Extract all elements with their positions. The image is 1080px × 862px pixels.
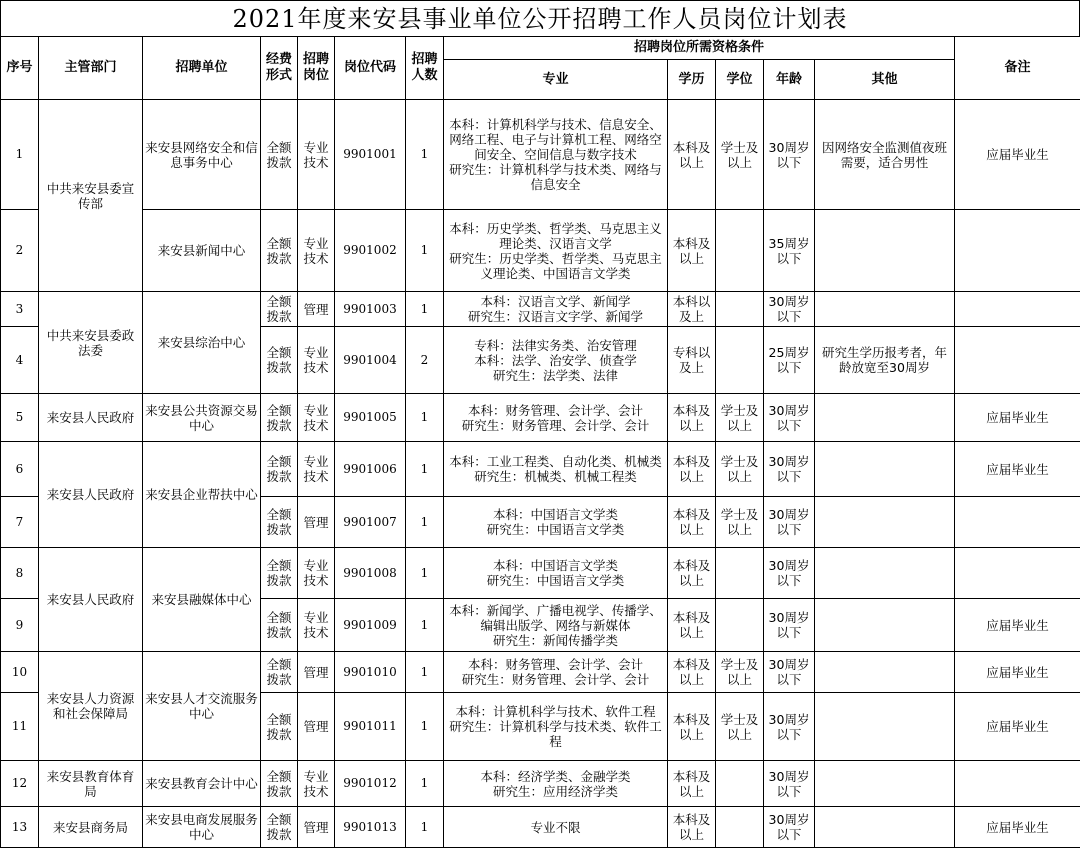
cell-note: 应届毕业生 — [955, 394, 1080, 442]
cell-other — [815, 807, 955, 848]
cell-major: 本科：经济学类、金融学类 研究生：应用经济学类 — [444, 761, 668, 807]
cell-fund: 全额拨款 — [261, 599, 298, 652]
cell-num: 1 — [406, 693, 444, 761]
cell-seq: 2 — [1, 210, 39, 292]
cell-degree — [716, 599, 764, 652]
cell-num: 1 — [406, 100, 444, 210]
cell-age: 30周岁以下 — [764, 548, 815, 599]
header-fund: 经费形式 — [261, 37, 298, 100]
cell-code: 9901009 — [335, 599, 406, 652]
cell-unit: 来安县网络安全和信息事务中心 — [143, 100, 261, 210]
cell-type: 管理 — [298, 652, 335, 693]
cell-type: 专业技术 — [298, 394, 335, 442]
cell-major: 本科：计算机科学与技术、软件工程 研究生：计算机科学与技术类、软件工程 — [444, 693, 668, 761]
cell-major: 本科：中国语言文学类 研究生：中国语言文学类 — [444, 497, 668, 548]
cell-fund: 全额拨款 — [261, 210, 298, 292]
cell-edu: 本科及以上 — [668, 693, 716, 761]
cell-seq: 9 — [1, 599, 39, 652]
cell-num: 1 — [406, 761, 444, 807]
cell-num: 1 — [406, 210, 444, 292]
cell-major: 本科：计算机科学与技术、信息安全、网络工程、电子与计算机工程、网络空间安全、空间信息与数字技术 研究生：计算机科学与技术类、网络与信息安全 — [444, 100, 668, 210]
cell-other — [815, 210, 955, 292]
cell-fund: 全额拨款 — [261, 548, 298, 599]
cell-major: 本科：历史学类、哲学类、马克思主义理论类、汉语言文学 研究生：历史学类、哲学类、马克思主义理论类、中国语言文学类 — [444, 210, 668, 292]
cell-code: 9901006 — [335, 442, 406, 497]
cell-age: 30周岁以下 — [764, 394, 815, 442]
cell-code: 9901013 — [335, 807, 406, 848]
cell-note — [955, 761, 1080, 807]
table-header — [1, 37, 1080, 100]
cell-other — [815, 394, 955, 442]
cell-age: 30周岁以下 — [764, 497, 815, 548]
cell-age: 25周岁以下 — [764, 327, 815, 394]
cell-note: 应届毕业生 — [955, 599, 1080, 652]
cell-edu: 本科以及上 — [668, 292, 716, 327]
cell-edu: 本科及以上 — [668, 442, 716, 497]
cell-type: 专业技术 — [298, 327, 335, 394]
page-title: 2021年度来安县事业单位公开招聘工作人员岗位计划表 — [0, 0, 1080, 36]
cell-edu: 本科及以上 — [668, 761, 716, 807]
cell-age: 30周岁以下 — [764, 599, 815, 652]
cell-num: 1 — [406, 394, 444, 442]
cell-fund: 全额拨款 — [261, 807, 298, 848]
cell-edu: 本科及以上 — [668, 100, 716, 210]
cell-unit: 来安县电商发展服务中心 — [143, 807, 261, 848]
table-row — [1, 652, 1080, 693]
cell-type: 管理 — [298, 497, 335, 548]
cell-dept: 中共来安县委宣传部 — [39, 100, 143, 292]
cell-seq: 1 — [1, 100, 39, 210]
cell-code: 9901004 — [335, 327, 406, 394]
cell-other — [815, 292, 955, 327]
cell-type: 专业技术 — [298, 761, 335, 807]
cell-type: 管理 — [298, 807, 335, 848]
table-row — [1, 210, 1080, 292]
cell-type: 专业技术 — [298, 210, 335, 292]
cell-note: 应届毕业生 — [955, 442, 1080, 497]
table-row — [1, 548, 1080, 599]
cell-age: 30周岁以下 — [764, 761, 815, 807]
cell-seq: 8 — [1, 548, 39, 599]
header-seq: 序号 — [1, 37, 39, 100]
cell-age: 30周岁以下 — [764, 807, 815, 848]
cell-code: 9901008 — [335, 548, 406, 599]
cell-type: 专业技术 — [298, 548, 335, 599]
header-num: 招聘人数 — [406, 37, 444, 100]
cell-code: 9901012 — [335, 761, 406, 807]
cell-major: 本科：新闻学、广播电视学、传播学、编辑出版学、网络与新媒体 研究生：新闻传播学类 — [444, 599, 668, 652]
cell-unit: 来安县融媒体中心 — [143, 548, 261, 652]
cell-major: 本科：工业工程类、自动化类、机械类 研究生：机械类、机械工程类 — [444, 442, 668, 497]
cell-edu: 本科及以上 — [668, 652, 716, 693]
cell-seq: 5 — [1, 394, 39, 442]
header-type: 招聘岗位 — [298, 37, 335, 100]
cell-fund: 全额拨款 — [261, 761, 298, 807]
header-conditions: 招聘岗位所需资格条件 — [444, 37, 955, 60]
cell-seq: 10 — [1, 652, 39, 693]
cell-num: 1 — [406, 599, 444, 652]
cell-note — [955, 210, 1080, 292]
cell-code: 9901005 — [335, 394, 406, 442]
cell-note — [955, 327, 1080, 394]
cell-other: 研究生学历报考者，年龄放宽至30周岁 — [815, 327, 955, 394]
table-body — [1, 100, 1080, 848]
header-edu: 学历 — [668, 60, 716, 100]
cell-num: 1 — [406, 442, 444, 497]
header-other: 其他 — [815, 60, 955, 100]
cell-other — [815, 497, 955, 548]
cell-num: 1 — [406, 497, 444, 548]
cell-edu: 本科及以上 — [668, 548, 716, 599]
cell-type: 管理 — [298, 292, 335, 327]
cell-degree: 学士及以上 — [716, 394, 764, 442]
cell-note: 应届毕业生 — [955, 807, 1080, 848]
cell-other — [815, 548, 955, 599]
table-row — [1, 394, 1080, 442]
table-row — [1, 292, 1080, 327]
cell-unit: 来安县综治中心 — [143, 292, 261, 394]
cell-edu: 专科以及上 — [668, 327, 716, 394]
cell-other — [815, 599, 955, 652]
cell-note — [955, 497, 1080, 548]
cell-other — [815, 442, 955, 497]
header-note: 备注 — [955, 37, 1080, 100]
cell-dept: 来安县人力资源和社会保障局 — [39, 652, 143, 761]
cell-degree: 学士及以上 — [716, 652, 764, 693]
cell-fund: 全额拨款 — [261, 497, 298, 548]
cell-type: 管理 — [298, 693, 335, 761]
cell-fund: 全额拨款 — [261, 292, 298, 327]
cell-dept: 中共来安县委政法委 — [39, 292, 143, 394]
cell-note — [955, 548, 1080, 599]
header-dept: 主管部门 — [39, 37, 143, 100]
cell-code: 9901010 — [335, 652, 406, 693]
cell-degree: 学士及以上 — [716, 442, 764, 497]
cell-note: 应届毕业生 — [955, 693, 1080, 761]
cell-note — [955, 292, 1080, 327]
cell-dept: 来安县商务局 — [39, 807, 143, 848]
cell-num: 1 — [406, 292, 444, 327]
cell-degree: 学士及以上 — [716, 497, 764, 548]
cell-age: 30周岁以下 — [764, 442, 815, 497]
cell-fund: 全额拨款 — [261, 442, 298, 497]
cell-unit: 来安县新闻中心 — [143, 210, 261, 292]
cell-degree: 学士及以上 — [716, 100, 764, 210]
cell-code: 9901001 — [335, 100, 406, 210]
table-row — [1, 761, 1080, 807]
cell-seq: 4 — [1, 327, 39, 394]
cell-type: 专业技术 — [298, 599, 335, 652]
cell-edu: 本科及以上 — [668, 599, 716, 652]
cell-degree — [716, 761, 764, 807]
header-age: 年龄 — [764, 60, 815, 100]
cell-major: 本科：汉语言文学、新闻学 研究生：汉语言文字学、新闻学 — [444, 292, 668, 327]
header-degree: 学位 — [716, 60, 764, 100]
table-row — [1, 100, 1080, 210]
cell-dept: 来安县人民政府 — [39, 548, 143, 652]
cell-note: 应届毕业生 — [955, 652, 1080, 693]
cell-code: 9901002 — [335, 210, 406, 292]
cell-dept: 来安县人民政府 — [39, 394, 143, 442]
cell-age: 30周岁以下 — [764, 100, 815, 210]
cell-type: 专业技术 — [298, 100, 335, 210]
cell-num: 1 — [406, 807, 444, 848]
cell-degree — [716, 210, 764, 292]
cell-edu: 本科及以上 — [668, 210, 716, 292]
cell-seq: 3 — [1, 292, 39, 327]
cell-other — [815, 652, 955, 693]
cell-edu: 本科及以上 — [668, 497, 716, 548]
cell-unit: 来安县人才交流服务中心 — [143, 652, 261, 761]
cell-seq: 13 — [1, 807, 39, 848]
cell-edu: 本科及以上 — [668, 394, 716, 442]
cell-code: 9901003 — [335, 292, 406, 327]
cell-other: 因网络安全监测值夜班需要，适合男性 — [815, 100, 955, 210]
cell-degree — [716, 292, 764, 327]
header-unit: 招聘单位 — [143, 37, 261, 100]
cell-other — [815, 761, 955, 807]
cell-fund: 全额拨款 — [261, 693, 298, 761]
cell-degree: 学士及以上 — [716, 693, 764, 761]
cell-seq: 6 — [1, 442, 39, 497]
cell-fund: 全额拨款 — [261, 327, 298, 394]
cell-unit: 来安县企业帮扶中心 — [143, 442, 261, 548]
cell-num: 2 — [406, 327, 444, 394]
cell-note: 应届毕业生 — [955, 100, 1080, 210]
cell-fund: 全额拨款 — [261, 394, 298, 442]
cell-unit: 来安县公共资源交易中心 — [143, 394, 261, 442]
header-code: 岗位代码 — [335, 37, 406, 100]
cell-seq: 7 — [1, 497, 39, 548]
cell-degree — [716, 807, 764, 848]
cell-num: 1 — [406, 548, 444, 599]
cell-other — [815, 693, 955, 761]
cell-dept: 来安县教育体育局 — [39, 761, 143, 807]
cell-unit: 来安县教育会计中心 — [143, 761, 261, 807]
cell-type: 专业技术 — [298, 442, 335, 497]
recruitment-table — [0, 36, 1080, 848]
cell-degree — [716, 548, 764, 599]
table-row — [1, 807, 1080, 848]
cell-fund: 全额拨款 — [261, 100, 298, 210]
cell-seq: 12 — [1, 761, 39, 807]
cell-age: 30周岁以下 — [764, 693, 815, 761]
cell-age: 30周岁以下 — [764, 292, 815, 327]
cell-major: 本科：中国语言文学类 研究生：中国语言文学类 — [444, 548, 668, 599]
cell-num: 1 — [406, 652, 444, 693]
cell-edu: 本科及以上 — [668, 807, 716, 848]
cell-dept: 来安县人民政府 — [39, 442, 143, 548]
cell-fund: 全额拨款 — [261, 652, 298, 693]
cell-seq: 11 — [1, 693, 39, 761]
cell-major: 专科：法律实务类、治安管理 本科：法学、治安学、侦查学 研究生：法学类、法律 — [444, 327, 668, 394]
cell-age: 30周岁以下 — [764, 652, 815, 693]
cell-age: 35周岁以下 — [764, 210, 815, 292]
cell-degree — [716, 327, 764, 394]
cell-major: 专业不限 — [444, 807, 668, 848]
header-major: 专业 — [444, 60, 668, 100]
cell-major: 本科：财务管理、会计学、会计 研究生：财务管理、会计学、会计 — [444, 394, 668, 442]
cell-major: 本科：财务管理、会计学、会计 研究生：财务管理、会计学、会计 — [444, 652, 668, 693]
cell-code: 9901007 — [335, 497, 406, 548]
cell-code: 9901011 — [335, 693, 406, 761]
table-row — [1, 442, 1080, 497]
